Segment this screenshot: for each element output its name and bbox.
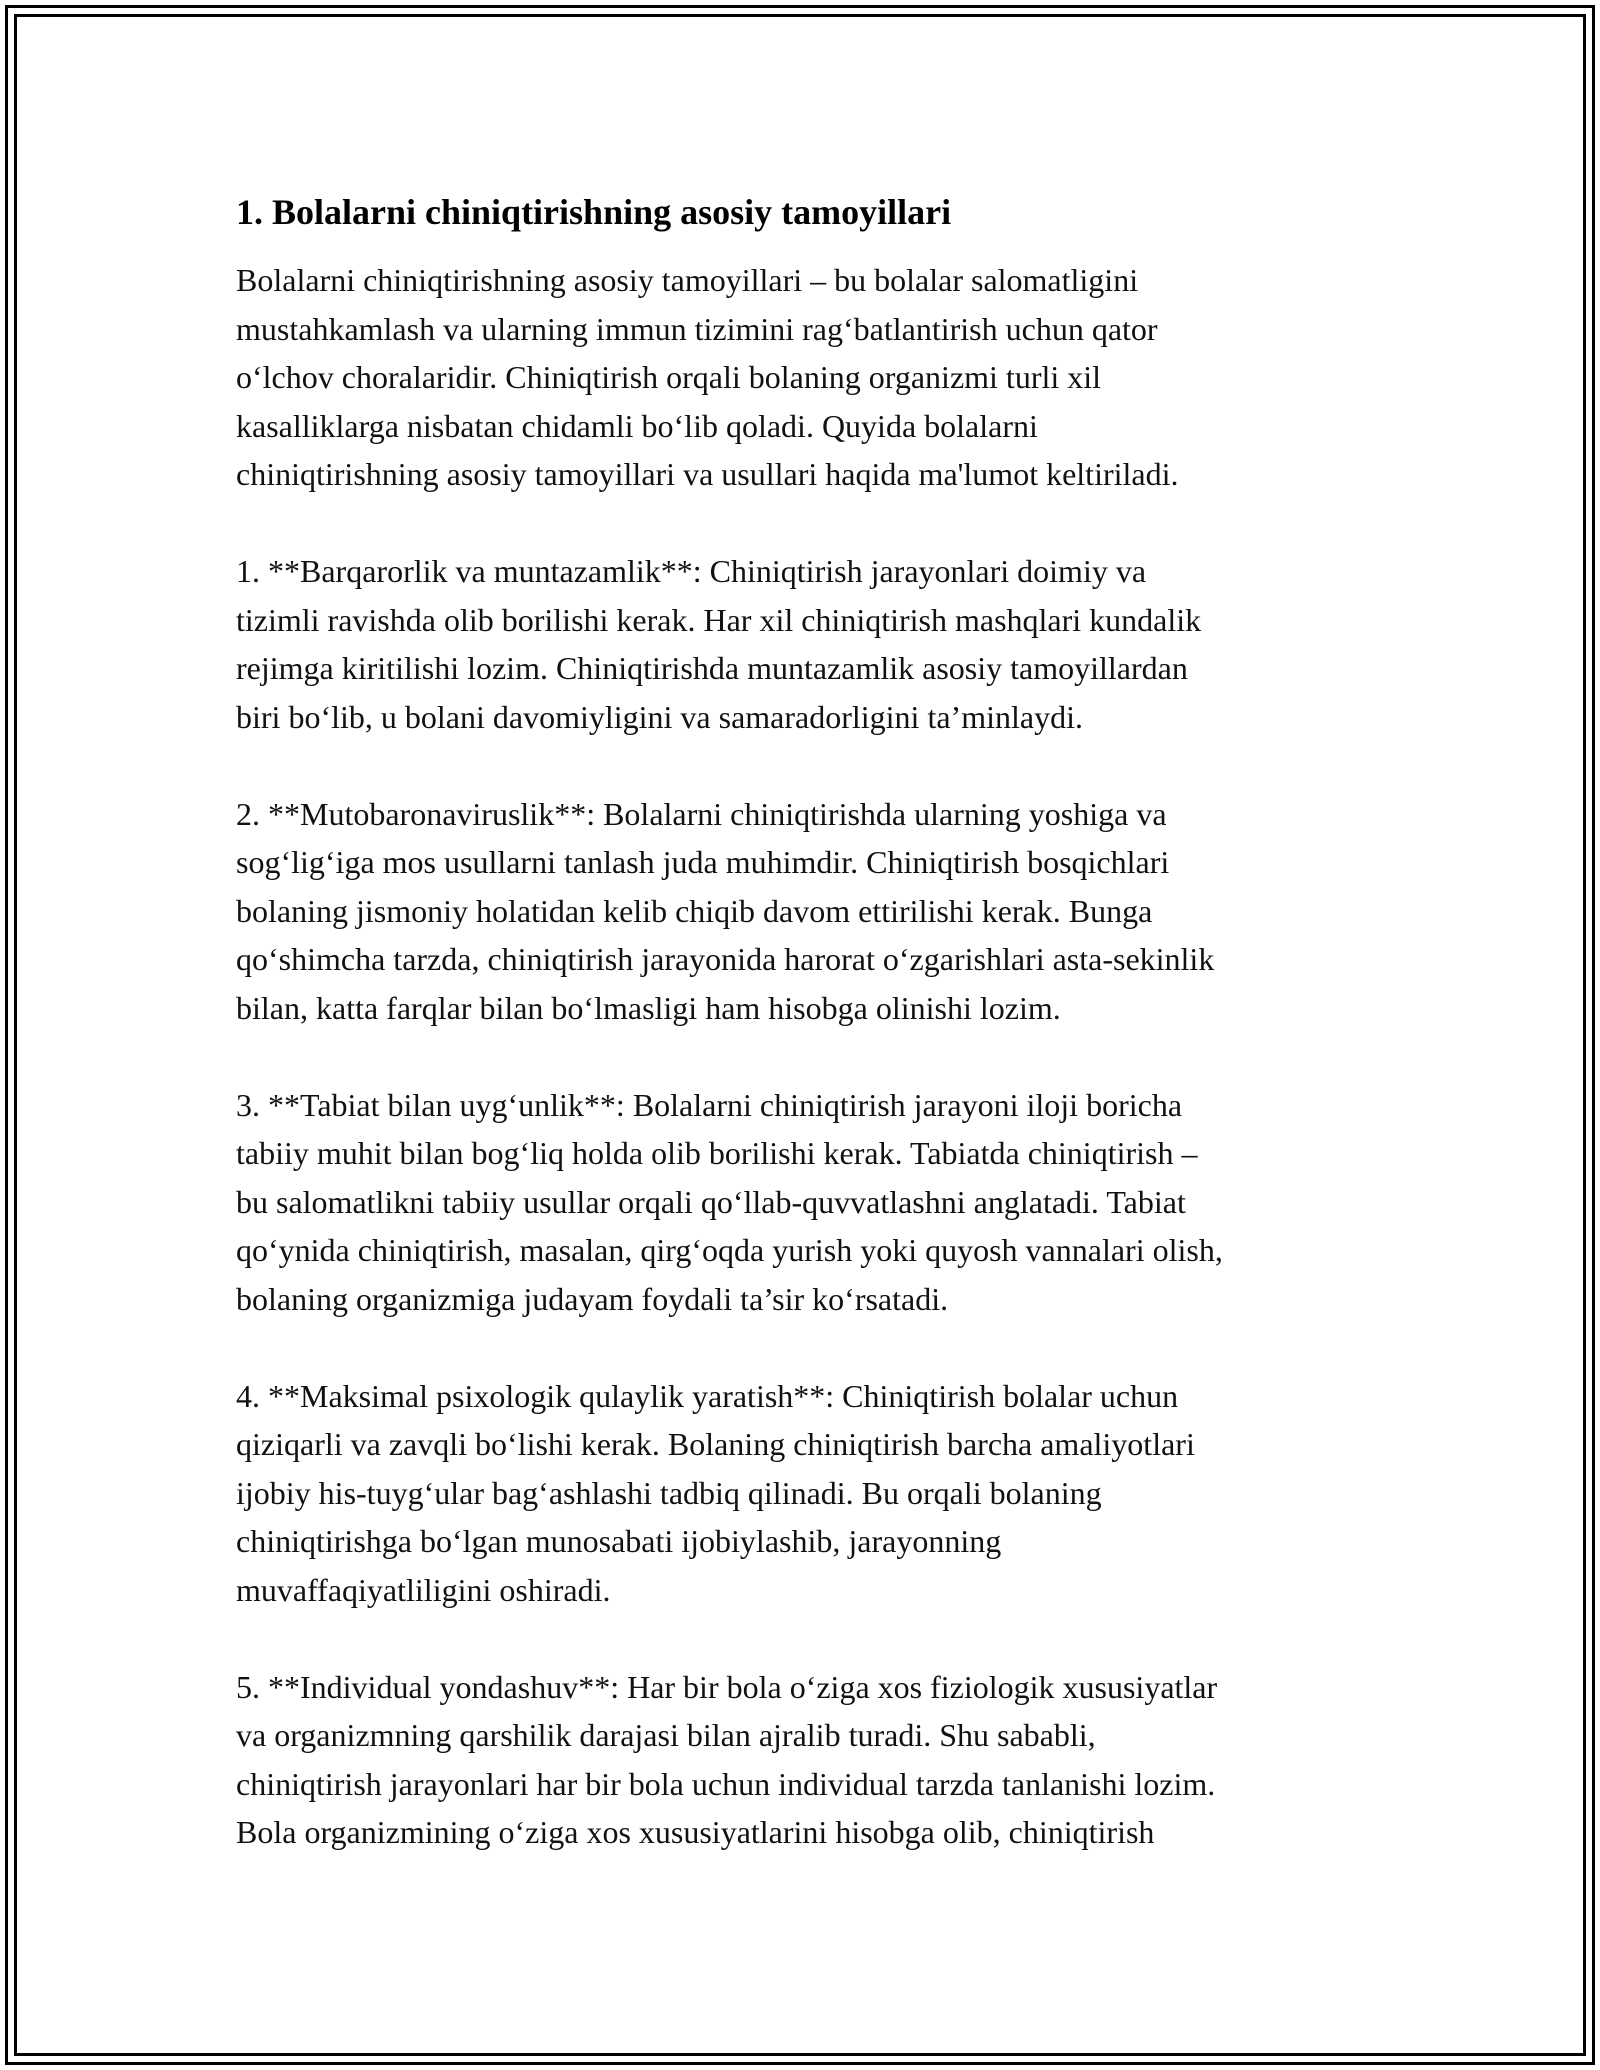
- text-line: chiniqtirishning asosiy tamoyillari va usullari haqida ma'lumot keltiriladi.: [236, 456, 1179, 492]
- principle-paragraph-2: [236, 790, 1376, 1033]
- text-line: chiniqtirish jarayonlari har bir bola uchun individual tarzda tanlanishi lozim.: [236, 1765, 1216, 1802]
- document-body: [236, 188, 1376, 1857]
- text-line: tizimli ravishda olib borilishi kerak. Har xil chiniqtirish mashqlari kundalik: [236, 601, 1202, 638]
- text-line: 2. **Mutobaronaviruslik**: Bolalarni chiniqtirishda ularning yoshiga va: [236, 795, 1167, 832]
- text-line: Bolalarni chiniqtirishning asosiy tamoyillari – bu bolalar salomatligini: [236, 262, 1139, 298]
- text-line: qo‘shimcha tarzda, chiniqtirish jarayonida harorat o‘zgarishlari asta-sekinlik: [236, 941, 1215, 977]
- text-line: biri bo‘lib, u bolani davomiyligini va samaradorligini ta’minlaydi.: [236, 698, 1083, 735]
- text-line: tabiiy muhit bilan bog‘liq holda olib borilishi kerak. Tabiatda chiniqtirish –: [236, 1135, 1198, 1171]
- text-line: mustahkamlash va ularning immun tizimini rag‘batlantirish uchun qator: [236, 310, 1158, 347]
- text-line: kasalliklarga nisbatan chidamli bo‘lib qoladi. Quyida bolalarni: [236, 407, 1038, 444]
- text-line: 5. **Individual yondashuv**: Har bir bola o‘ziga xos fiziologik xususiyatlar: [236, 1668, 1218, 1705]
- text-line: 4. **Maksimal psixologik qulaylik yaratish**: Chiniqtirish bolalar uchun: [236, 1377, 1179, 1414]
- principle-paragraph-1: [236, 547, 1376, 741]
- text-line: bolaning jismoniy holatidan kelib chiqib davom ettirilishi kerak. Bunga: [236, 892, 1153, 929]
- text-line: chiniqtirishga bo‘lgan munosabati ijobiylashib, jarayonning: [236, 1523, 1002, 1559]
- text-line: bu salomatlikni tabiiy usullar orqali qo‘llab-quvvatlashni anglatadi. Tabiat: [236, 1183, 1186, 1220]
- text-line: va organizmning qarshilik darajasi bilan ajralib turadi. Shu sababli,: [236, 1717, 1096, 1753]
- principle-paragraph-4: [236, 1372, 1376, 1615]
- text-line: 3. **Tabiat bilan uyg‘unlik**: Bolalarni chiniqtirish jarayoni iloji boricha: [236, 1086, 1183, 1123]
- text-line: qo‘ynida chiniqtirish, masalan, qirg‘oqda yurish yoki quyosh vannalari olish,: [236, 1232, 1223, 1268]
- principle-paragraph-5: [236, 1663, 1376, 1857]
- principle-paragraph-3: [236, 1081, 1376, 1324]
- text-line: rejimga kiritilishi lozim. Chiniqtirishda muntazamlik asosiy tamoyillardan: [236, 650, 1188, 686]
- text-line: qiziqarli va zavqli bo‘lishi kerak. Bolaning chiniqtirish barcha amaliyotlari: [236, 1426, 1195, 1462]
- text-line: muvaffaqiyatliligini oshiradi.: [236, 1571, 611, 1608]
- text-line: 1. **Barqarorlik va muntazamlik**: Chiniqtirish jarayonlari doimiy va: [236, 553, 1147, 589]
- text-line: bolaning organizmiga judayam foydali ta’sir ko‘rsatadi.: [236, 1280, 949, 1317]
- text-line: ijobiy his-tuyg‘ular bag‘ashlashi tadbiq qilinadi. Bu orqali bolaning: [236, 1474, 1102, 1511]
- text-line: o‘lchov choralaridir. Chiniqtirish orqali bolaning organizmi turli xil: [236, 359, 1102, 395]
- text-line: Bola organizmining o‘ziga xos xususiyatlarini hisobga olib, chiniqtirish: [236, 1814, 1155, 1850]
- text-line: sog‘lig‘iga mos usullarni tanlash juda muhimdir. Chiniqtirish bosqichlari: [236, 844, 1170, 880]
- text-line: bilan, katta farqlar bilan bo‘lmasligi ham hisobga olinishi lozim.: [236, 989, 1061, 1026]
- intro-paragraph: [236, 256, 1376, 499]
- section-heading: 1. Bolalarni chiniqtirishning asosiy tamoyillari: [236, 192, 952, 232]
